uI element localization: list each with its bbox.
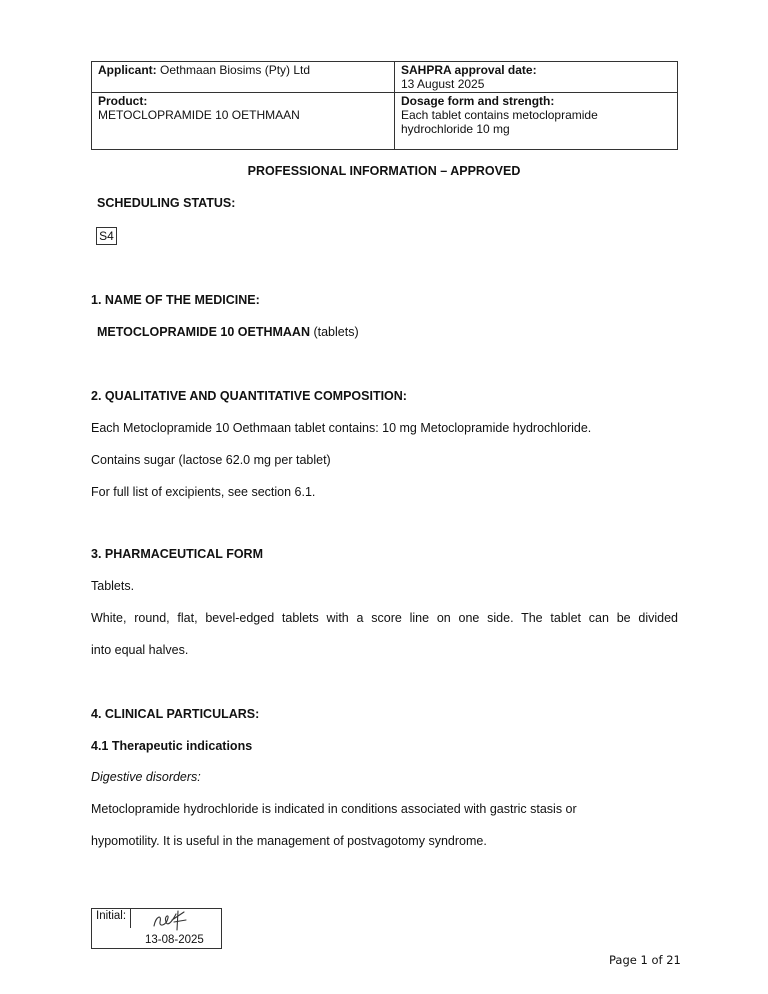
indication-line-1: Metoclopramide hydrochloride is indicated in conditions associated with gastric stasis or: [91, 802, 577, 816]
approval-date-value: 13 August 2025: [401, 77, 485, 91]
indication-line-2: hypomotility. It is useful in the management of postvagotomy syndrome.: [91, 834, 487, 848]
composition-line-2: Contains sugar (lactose 62.0 mg per tablet): [91, 453, 331, 467]
applicant-value: Oethmaan Biosims (Pty) Ltd: [160, 63, 311, 77]
header-row-2: [92, 93, 678, 150]
medicine-name-line: [97, 325, 359, 339]
form-line-2: White, round, flat, bevel-edged tablets with a score line on one side. The tablet can be divided: [91, 611, 678, 625]
dosage-label: Dosage form and strength:: [401, 94, 555, 108]
scheduling-status-label: SCHEDULING STATUS:: [97, 196, 236, 210]
header-row-1: [92, 62, 678, 93]
dosage-line-2: hydrochloride 10 mg: [401, 122, 510, 136]
section-1-heading: 1. NAME OF THE MEDICINE:: [91, 293, 260, 307]
applicant-label: Applicant:: [98, 63, 157, 77]
approval-date-label: SAHPRA approval date:: [401, 63, 537, 77]
product-cell: [92, 93, 395, 150]
medicine-name-suffix: (tablets): [309, 325, 359, 339]
page-number: Page 1 of 21: [609, 953, 681, 967]
approval-date-cell: [395, 62, 678, 93]
section-4-1-heading: 4.1 Therapeutic indications: [91, 739, 253, 753]
digestive-disorders-label: Digestive disorders:: [91, 770, 201, 784]
dosage-cell: [395, 93, 678, 150]
signature-mark: [150, 908, 190, 932]
scheduling-status-value: S4: [96, 227, 117, 245]
initial-box-divider: [130, 908, 131, 928]
initial-date: 13-08-2025: [145, 934, 204, 946]
document-title: PROFESSIONAL INFORMATION – APPROVED: [247, 164, 521, 178]
section-2-heading: 2. QUALITATIVE AND QUANTITATIVE COMPOSITION:: [91, 389, 407, 403]
composition-line-3: For full list of excipients, see section 6.1.: [91, 485, 316, 499]
composition-line-1: Each Metoclopramide 10 Oethmaan tablet contains: 10 mg Metoclopramide hydrochloride.: [91, 421, 592, 435]
form-line-1: Tablets.: [91, 579, 135, 593]
applicant-cell: [92, 62, 395, 93]
medicine-name: METOCLOPRAMIDE 10 OETHMAAN: [97, 325, 310, 339]
section-3-heading: 3. PHARMACEUTICAL FORM: [91, 547, 263, 561]
header-info-table: [91, 61, 678, 150]
dosage-line-1: Each tablet contains metoclopramide: [401, 108, 598, 122]
section-4-heading: 4. CLINICAL PARTICULARS:: [91, 707, 260, 721]
product-value: METOCLOPRAMIDE 10 OETHMAAN: [98, 108, 300, 122]
initial-label: Initial:: [96, 910, 127, 922]
form-line-3: into equal halves.: [91, 643, 189, 657]
product-label: Product:: [98, 94, 148, 108]
